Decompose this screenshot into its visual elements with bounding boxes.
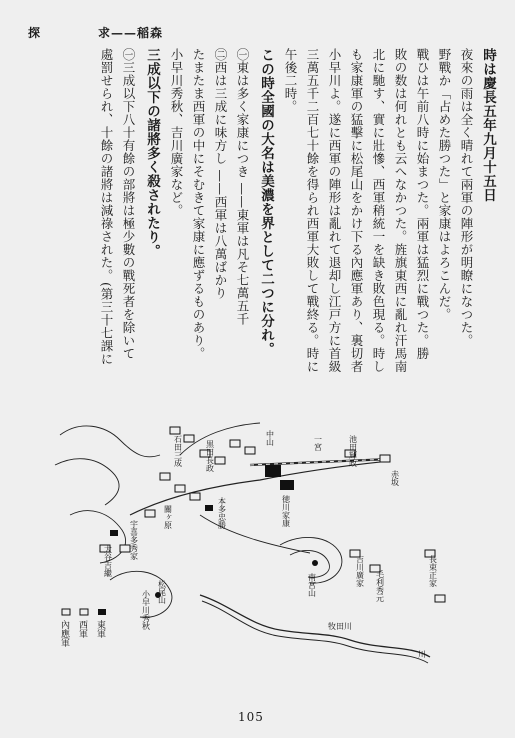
vertical-text-block (40, 48, 495, 378)
text-column: 北に馳す、實に壯慘、西軍稍統一を缺き敗色現る。時し (371, 48, 386, 373)
page-number: 105 (238, 710, 264, 724)
text-column: 夜來の雨は全く晴れて兩軍の陣形が明瞭になつた。 (459, 48, 474, 347)
text-column: 野戰か「占めた勝つた」と家康はよろこんだ。 (437, 48, 452, 321)
map-label-sekigahara: 關ヶ原 (163, 505, 173, 529)
text-column: ㊀三成以下八十有餘の部將は極少數の戰死者を除いて (121, 48, 136, 360)
map-label-yoshikawa: 吉川廣家 (355, 555, 365, 587)
map-label-river2: 川 (418, 650, 426, 659)
header-left: 探 (28, 26, 41, 40)
text-column: たまたま西軍の中にそむきて家康に應ずるものあり。 (191, 48, 206, 360)
text-column: ㊀東は多く家康につき ——東軍は凡そ七萬五千 (235, 48, 250, 326)
map-label-ukita: 宇喜多秀家 (129, 520, 139, 560)
text-column: 小早川よ。遂に西軍の陣形は亂れて退却し江戸方に首級 (327, 48, 342, 373)
text-column: 時は慶長五年九月十五日 (480, 48, 496, 202)
legend-traitor: 內應軍 (59, 620, 69, 647)
map-label-kobayakawa: 小早川秀秋 (141, 590, 151, 630)
legend-west: 西軍 (77, 620, 87, 638)
map-label-ieyasu: 徳川家康 (281, 495, 291, 527)
map-label-ishida: 石田三成 (173, 435, 183, 467)
text-column: 處罰せられ、十餘の諸將は減祿された。(第三十七課に (99, 48, 114, 366)
text-column: この時全國の大名は美濃を界として二つに分れ。 (258, 48, 274, 356)
map-legend (59, 609, 106, 648)
running-header (28, 20, 178, 44)
text-column: ㊁西は三成に味方し ——西軍は八萬ばかり (213, 48, 228, 300)
text-column: 小早川秀秋、吉川廣家など。 (169, 48, 184, 217)
map-label-tadakatsu: 本多忠勝 (217, 497, 227, 529)
map-label-akasaka: 赤坂 (390, 470, 400, 486)
map-label-river: 牧田川 (328, 622, 352, 631)
header-middle: 求——稲森 (98, 26, 164, 40)
map-label-naka: 中山 (265, 430, 275, 446)
map-label-matsuoyama: 松尾山 (157, 580, 167, 604)
text-column: 戰ひは午前八時に始まつた。兩軍は猛烈に戰つた。勝 (415, 48, 430, 360)
text-column: 三萬五千二百七十餘を得られ西軍大敗して戰終る。時に (305, 48, 320, 373)
text-column: 敗の数は何れとも云へなかつた。旌旗東西に亂れ汗馬南 (393, 48, 408, 373)
text-column: 三成以下の諸將多く殺されたり。 (144, 48, 160, 258)
legend-east: 東軍 (95, 620, 105, 638)
map-label-ichinomiya: 一宮 (313, 435, 323, 451)
battle-map (50, 395, 490, 675)
map-label-kurita: 長束正家 (428, 555, 438, 587)
text-column: も家康軍の猛擊に松尾山をかけ下る內應軍あり、裏切者 (349, 48, 364, 373)
map-label-ikeda: 池田輝政 (348, 435, 358, 467)
text-column: 午後二時。 (283, 48, 298, 113)
map-label-nangusan: 南宮山 (307, 573, 317, 597)
map-label-otani: 大谷吉繼 (103, 545, 113, 577)
map-label-mori: 毛利秀元 (375, 570, 385, 602)
map-label-kuroda: 黒田長政 (205, 440, 215, 472)
